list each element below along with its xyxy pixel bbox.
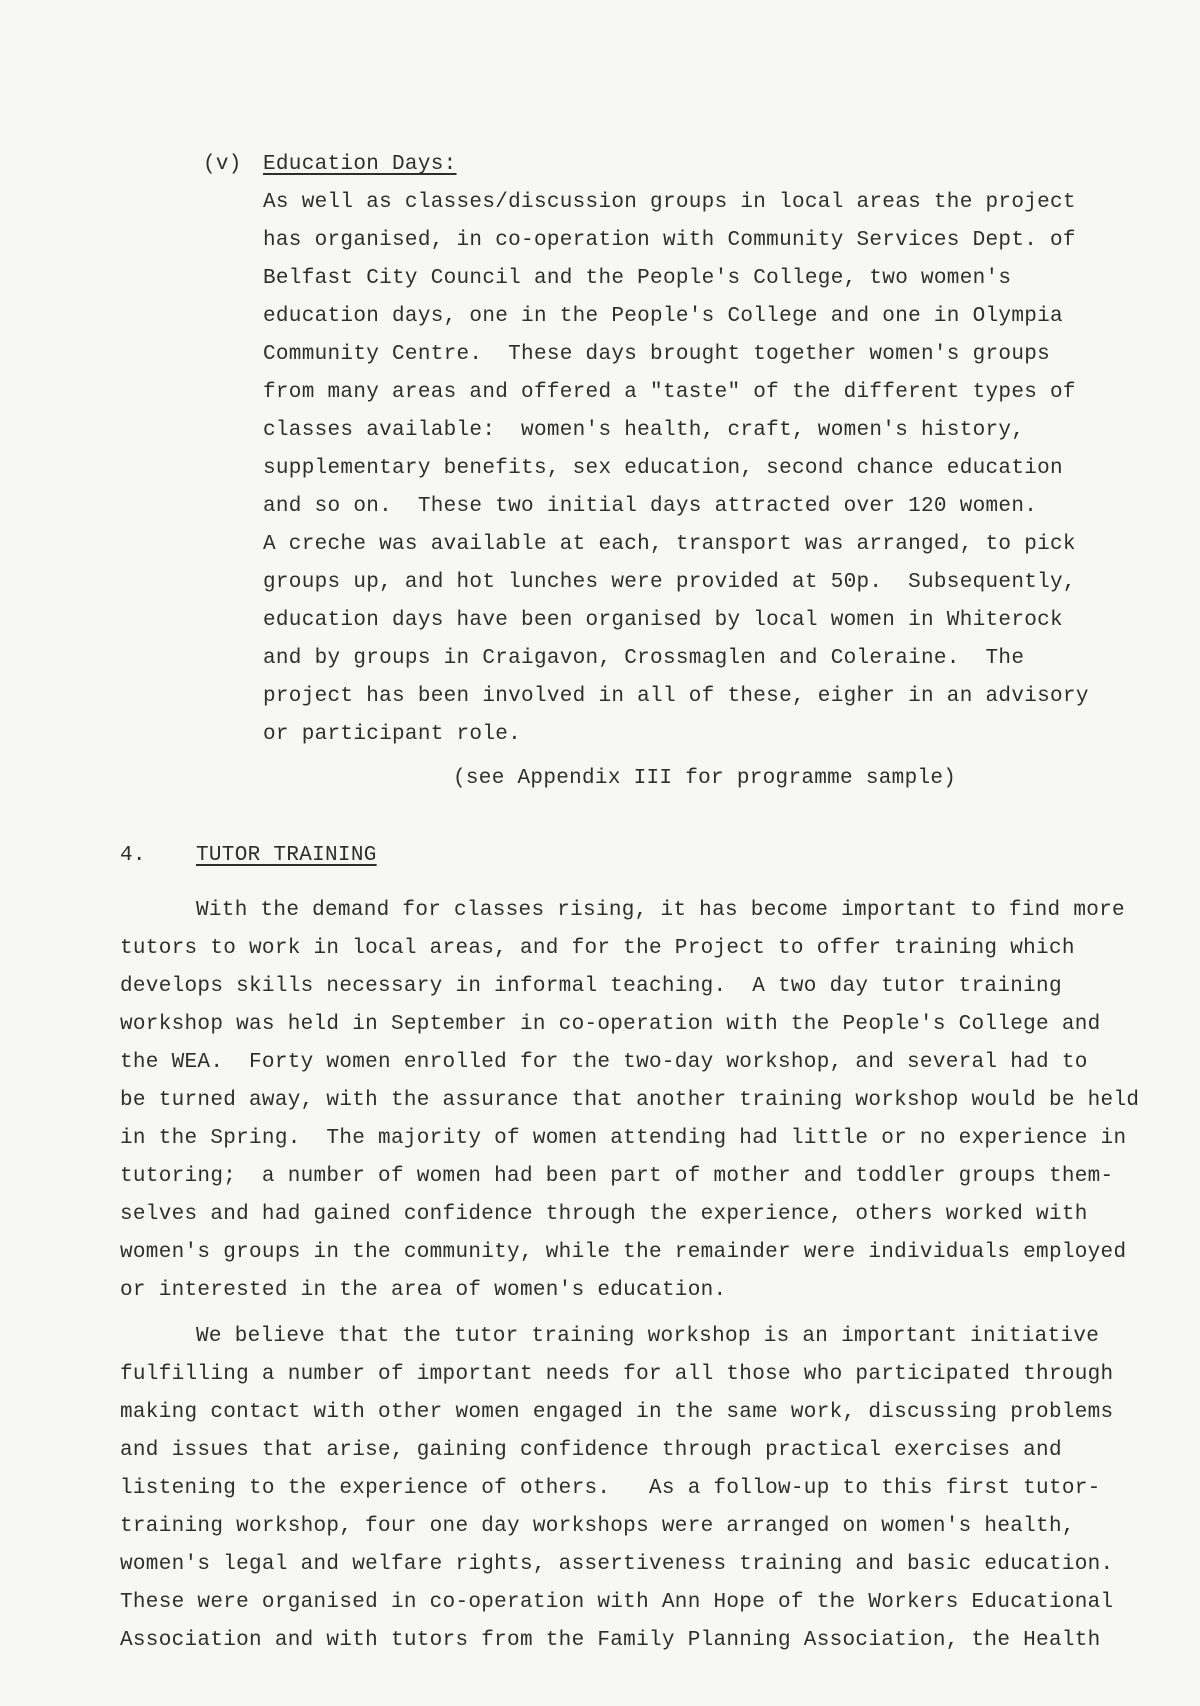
paragraph-2-line: women's legal and welfare rights, assertiveness training and basic education.: [120, 1553, 1114, 1576]
paragraph-1-line: tutoring; a number of women had been part of mother and toddler groups them-: [120, 1165, 1114, 1188]
section-v-line: and so on. These two initial days attracted over 120 women.: [263, 495, 1038, 518]
section-v-line: education days, one in the People's College and one in Olympia: [263, 305, 1063, 328]
paragraph-1-line: or interested in the area of women's education.: [120, 1279, 727, 1302]
paragraph-2-line: Association and with tutors from the Family Planning Association, the Health: [120, 1629, 1101, 1652]
paragraph-2-line: training workshop, four one day workshops were arranged on women's health,: [120, 1515, 1075, 1538]
section-v-line: has organised, in co-operation with Community Services Dept. of: [263, 229, 1076, 252]
section-v-line: As well as classes/discussion groups in local areas the project: [263, 191, 1076, 214]
appendix-note: (see Appendix III for programme sample): [453, 767, 957, 790]
paragraph-2-line: We believe that the tutor training workshop is an important initiative: [196, 1325, 1100, 1348]
section-v-line: education days have been organised by local women in Whiterock: [263, 609, 1063, 632]
paragraph-2-line: and issues that arise, gaining confidence through practical exercises and: [120, 1439, 1062, 1462]
section-v-line: A creche was available at each, transport was arranged, to pick: [263, 533, 1076, 556]
section-v-line: project has been involved in all of these, eigher in an advisory: [263, 685, 1089, 708]
section-4-heading: TUTOR TRAINING: [196, 844, 377, 867]
section-v-line: Belfast City Council and the People's College, two women's: [263, 267, 1012, 290]
paragraph-1-line: tutors to work in local areas, and for the Project to offer training which: [120, 937, 1075, 960]
section-v-heading: Education Days:: [263, 153, 457, 176]
section-v-line: from many areas and offered a "taste" of the different types of: [263, 381, 1076, 404]
section-v-line: classes available: women's health, craft, women's history,: [263, 419, 1025, 442]
paragraph-1-line: develops skills necessary in informal teaching. A two day tutor training: [120, 975, 1062, 998]
paragraph-1-line: With the demand for classes rising, it has become important to find more: [196, 899, 1125, 922]
section-v-marker: (v): [203, 153, 242, 176]
paragraph-2-line: fulfilling a number of important needs for all those who participated through: [120, 1363, 1114, 1386]
section-v-line: and by groups in Craigavon, Crossmaglen and Coleraine. The: [263, 647, 1025, 670]
section-4-number: 4.: [120, 844, 146, 867]
paragraph-1-line: women's groups in the community, while the remainder were individuals employed: [120, 1241, 1127, 1264]
section-v-line: or participant role.: [263, 723, 522, 746]
paragraph-1-line: selves and had gained confidence through the experience, others worked with: [120, 1203, 1088, 1226]
paragraph-1-line: be turned away, with the assurance that another training workshop would be held: [120, 1089, 1140, 1112]
paragraph-2-line: listening to the experience of others. As a follow-up to this first tutor-: [120, 1477, 1101, 1500]
paragraph-1-line: in the Spring. The majority of women attending had little or no experience in: [120, 1127, 1127, 1150]
section-v-line: groups up, and hot lunches were provided at 50p. Subsequently,: [263, 571, 1076, 594]
section-v-line: supplementary benefits, sex education, second chance education: [263, 457, 1063, 480]
paragraph-2-line: These were organised in co-operation with Ann Hope of the Workers Educational: [120, 1591, 1114, 1614]
paragraph-2-line: making contact with other women engaged in the same work, discussing problems: [120, 1401, 1114, 1424]
paragraph-1-line: the WEA. Forty women enrolled for the two-day workshop, and several had to: [120, 1051, 1088, 1074]
section-v-line: Community Centre. These days brought together women's groups: [263, 343, 1051, 366]
paragraph-1-line: workshop was held in September in co-operation with the People's College and: [120, 1013, 1101, 1036]
